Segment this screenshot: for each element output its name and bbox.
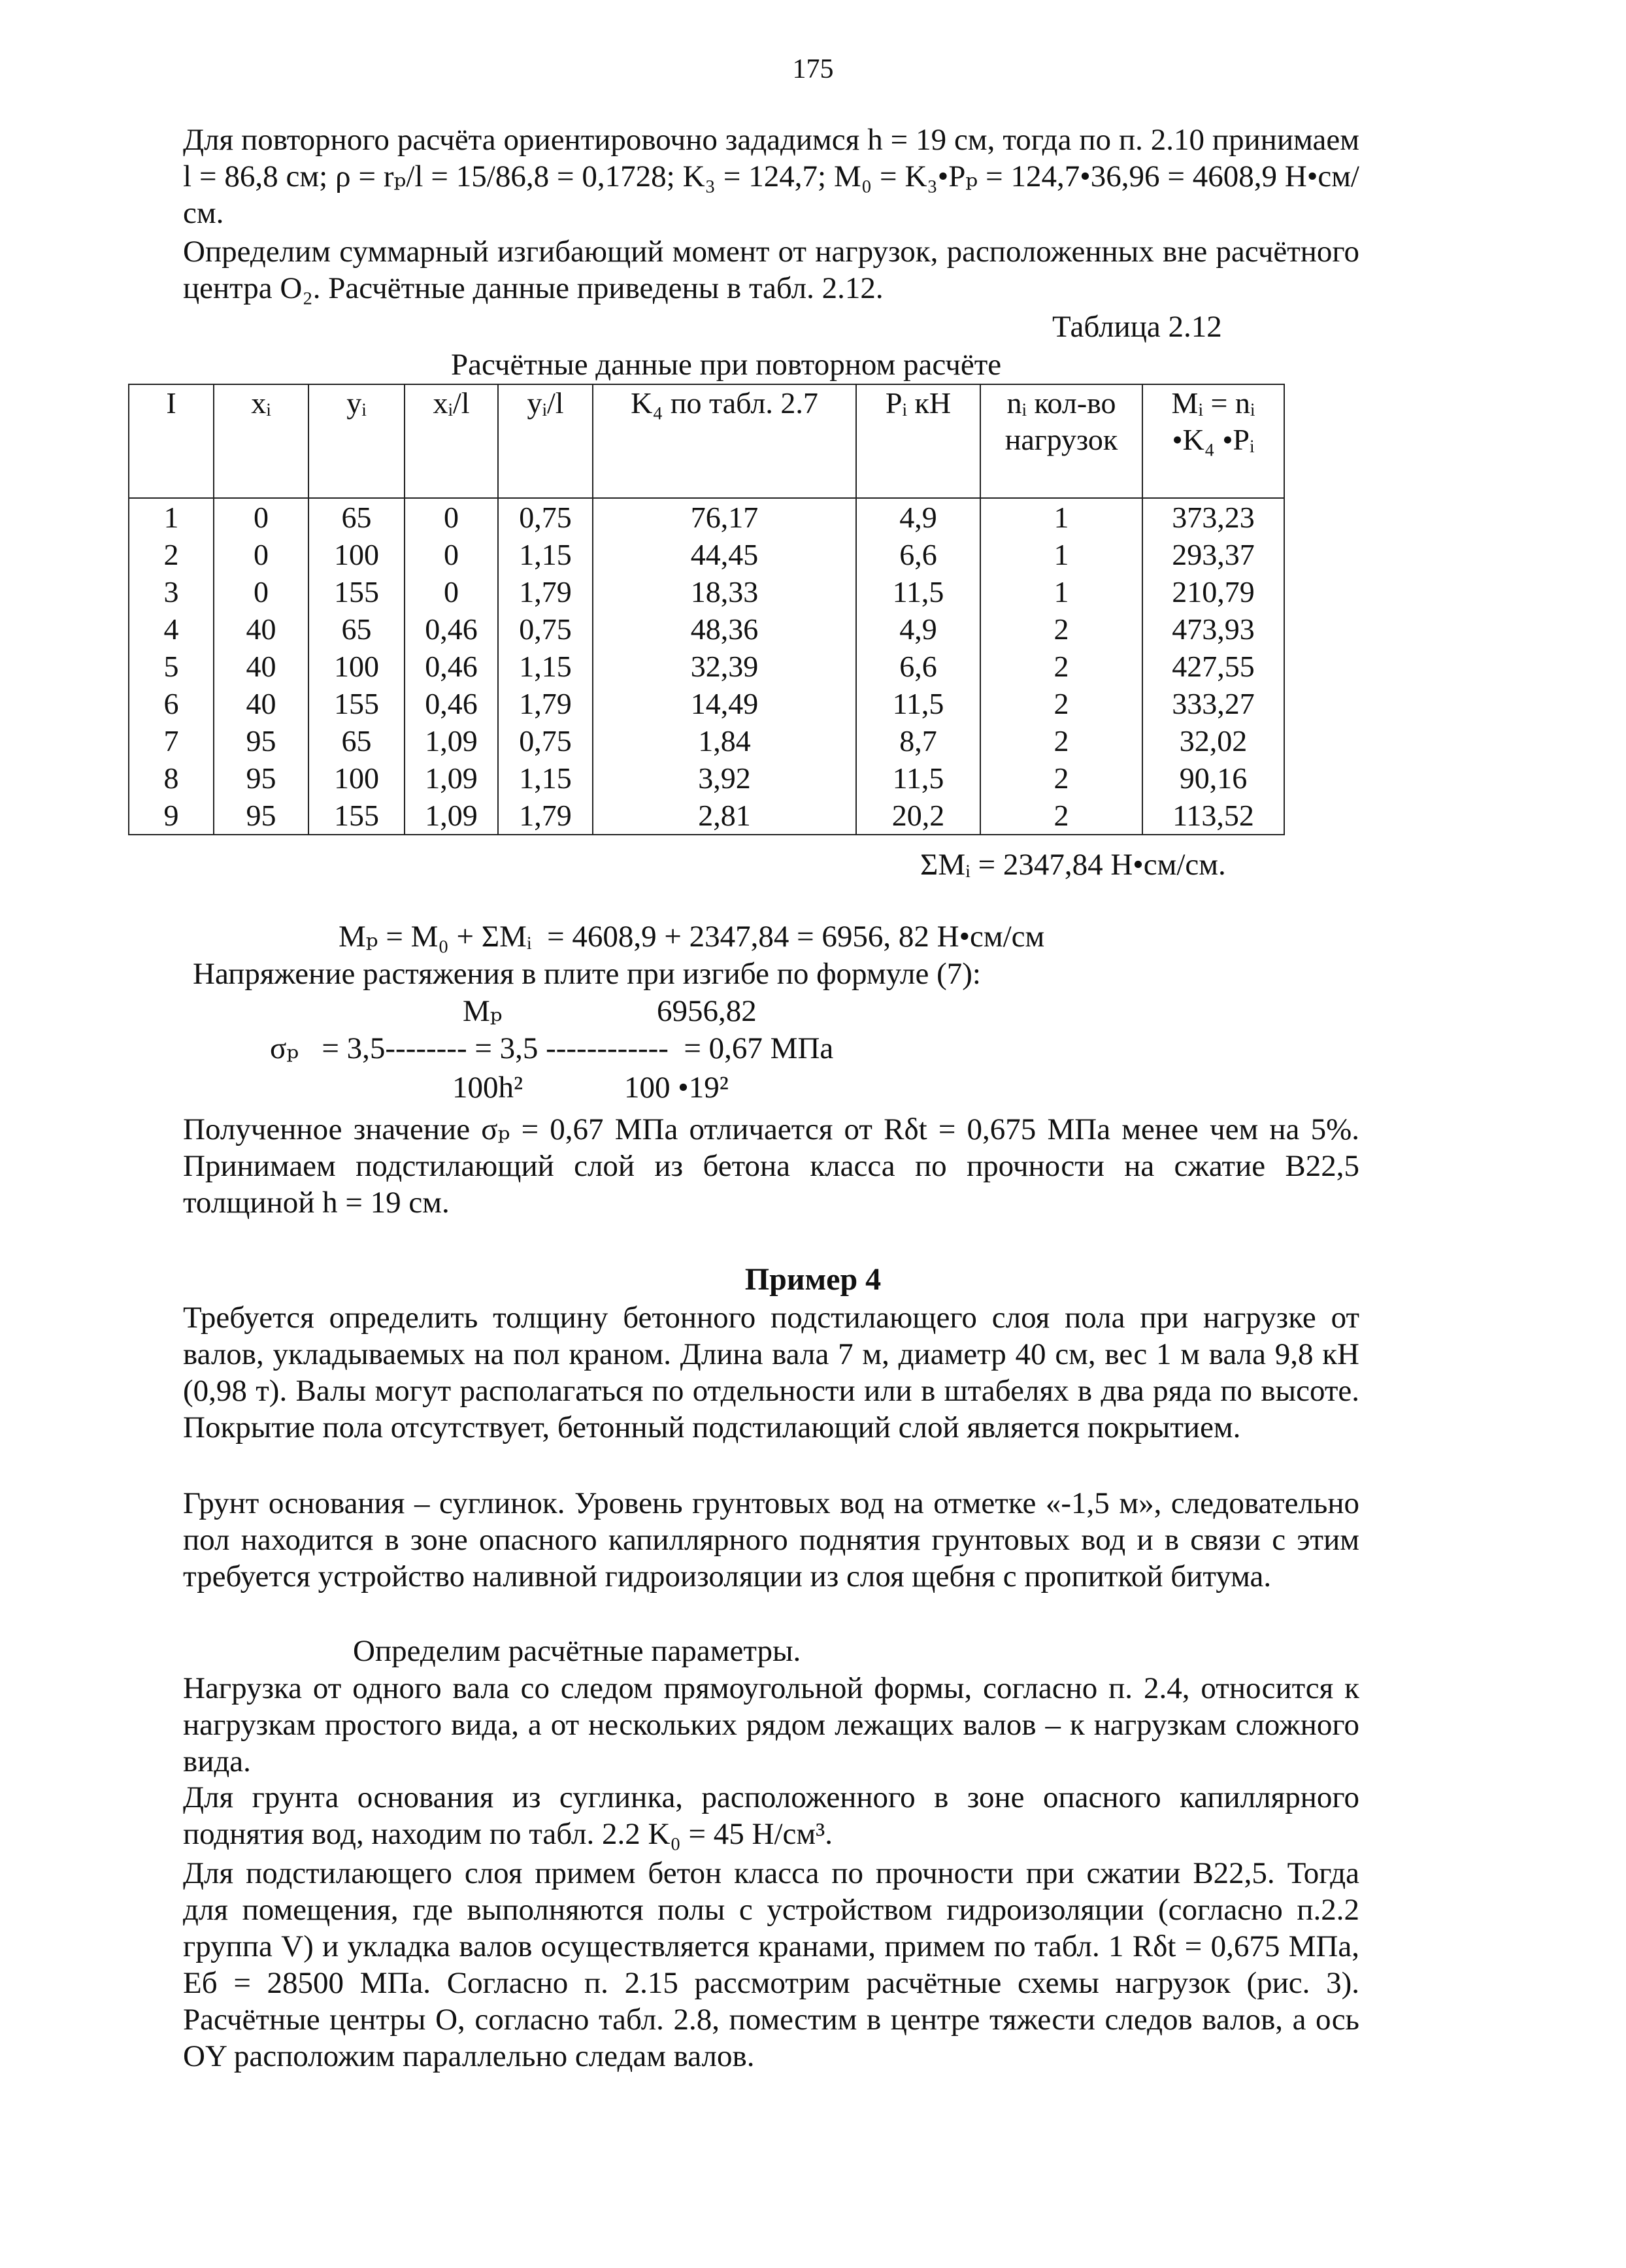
page-number: 175 [792, 54, 834, 84]
table-cell: 1,84 [593, 722, 856, 759]
table-cell: 20,2 [856, 797, 980, 835]
table-cell: 100 [308, 536, 405, 573]
paragraph-recalculation: Для повторного расчёта ориентировочно зададимся h = 19 см, тогда по п. 2.10 принимаем l = 86,8 см; ρ = rₚ/l = 15/86,8 = 0,1728; K₃ = 124,7; M₀ = K₃•Pₚ = 124,7•36,96 = 4608,9 Н•см/см. [183, 123, 1359, 230]
table-cell: 100 [308, 648, 405, 685]
table-row [129, 797, 1284, 835]
formula-denominator-symbol: 100h² [452, 1071, 523, 1105]
table-cell: 0,46 [405, 610, 498, 648]
header-cell: Mᵢ = nᵢ •K₄ •Pᵢ [1142, 384, 1284, 498]
table-cell: 32,39 [593, 648, 856, 685]
table-cell: 0 [405, 573, 498, 610]
table-title: Расчётные данные при повторном расчёте [451, 348, 1002, 382]
table-row [129, 498, 1284, 536]
header-cell: xᵢ [214, 384, 308, 498]
table-cell: 155 [308, 797, 405, 835]
table-cell: 65 [308, 610, 405, 648]
table-row [129, 648, 1284, 685]
table-cell: 4 [129, 610, 214, 648]
table-cell: 7 [129, 722, 214, 759]
header-cell: xᵢ/l [405, 384, 498, 498]
formula-numerator-value: 6956,82 [657, 994, 757, 1028]
table-cell: 373,23 [1142, 498, 1284, 536]
table-cell: 40 [214, 648, 308, 685]
table-cell: 1 [980, 536, 1142, 573]
table-cell: 14,49 [593, 685, 856, 722]
table-cell: 1 [129, 498, 214, 536]
table-cell: 40 [214, 610, 308, 648]
table-cell: 32,02 [1142, 722, 1284, 759]
paragraph-concrete: Для подстилающего слоя примем бетон класса по прочности при сжатии B22,5. Тогда для помещения, где выполняются полы с устройством гидроизоляции (согласно п.2.2 группа V) и укладка валов осуществляется кранами, примем по табл. 1 Rδt = 0,675 МПа, Eб = 28500 МПа. Согласно п. 2.15 рассмотрим расчётные схемы нагрузок (рис. 3). Расчётные центры O, согласно табл. 2.8, поместим в центре тяжести следов валов, а ось OY расположим параллельно следам валов. [183, 1856, 1359, 2073]
formula-main: σₚ = 3,5-------- = 3,5 ------------ = 0,67 МПа [270, 1031, 834, 1065]
table-cell: 0 [214, 498, 308, 536]
table-row [129, 610, 1284, 648]
table-cell: 65 [308, 722, 405, 759]
header-cell: I [129, 384, 214, 498]
table-cell: 155 [308, 573, 405, 610]
paragraph-load-type: Нагрузка от одного вала со следом прямоугольной формы, согласно п. 2.4, относится к нагрузкам простого вида, а от нескольких рядом лежащих валов – к нагрузкам сложного вида. [183, 1671, 1359, 1778]
paragraph-soil-coefficient: Для грунта основания из суглинка, расположенного в зоне опасного капиллярного поднятия вод, находим по табл. 2.2 K₀ = 45 Н/см³. [183, 1780, 1359, 1851]
table-cell: 427,55 [1142, 648, 1284, 685]
table-cell: 18,33 [593, 573, 856, 610]
table-cell: 0,46 [405, 685, 498, 722]
table-row [129, 573, 1284, 610]
table-cell: 155 [308, 685, 405, 722]
table-cell: 473,93 [1142, 610, 1284, 648]
table-cell: 6,6 [856, 536, 980, 573]
table-cell: 2 [980, 648, 1142, 685]
table-cell: 1,79 [498, 685, 593, 722]
table-row [129, 759, 1284, 797]
table-cell: 1 [980, 498, 1142, 536]
table-cell: 4,9 [856, 610, 980, 648]
table-cell: 3,92 [593, 759, 856, 797]
table-cell: 40 [214, 685, 308, 722]
data-table [128, 384, 1285, 835]
table-cell: 333,27 [1142, 685, 1284, 722]
table-cell: 6,6 [856, 648, 980, 685]
example-heading: Пример 4 [744, 1262, 882, 1297]
table-cell: 210,79 [1142, 573, 1284, 610]
table-cell: 2 [980, 759, 1142, 797]
table-cell: 0,75 [498, 498, 593, 536]
table-cell: 2 [980, 685, 1142, 722]
header-cell: nᵢ кол-во нагрузок [980, 384, 1142, 498]
paragraph-task: Требуется определить толщину бетонного подстилающего слоя пола при нагрузке от валов, укладываемых на пол краном. Длина вала 7 м, диаметр 40 см, вес 1 м вала 9,8 кН (0,98 т). Валы могут располагаться по отдельности или в штабелях в два ряда по высоте. Покрытие пола отсутствует, бетонный подстилающий слой является покрытием. [183, 1301, 1359, 1444]
paragraph-moment-intro: Определим суммарный изгибающий момент от нагрузок, расположенных вне расчётного центра O₂. Расчётные данные приведены в табл. 2.12. [183, 235, 1359, 305]
table-cell: 65 [308, 498, 405, 536]
table-cell: 2 [980, 722, 1142, 759]
stress-intro: Напряжение растяжения в плите при изгибе по формуле (7): [193, 957, 981, 991]
table-row [129, 685, 1284, 722]
table-cell: 48,36 [593, 610, 856, 648]
paragraph-result: Полученное значение σₚ = 0,67 МПа отличается от Rδt = 0,675 МПа менее чем на 5%. Принимаем подстилающий слой из бетона класса по прочности на сжатие B22,5 толщиной h = 19 см. [183, 1112, 1359, 1220]
table-label: Таблица 2.12 [1052, 310, 1222, 344]
table-cell: 2 [980, 797, 1142, 835]
header-cell: Pᵢ кН [856, 384, 980, 498]
table-cell: 0 [405, 536, 498, 573]
header-cell: yᵢ/l [498, 384, 593, 498]
table-cell: 0,75 [498, 610, 593, 648]
formula-denominator-value: 100 •19² [624, 1071, 729, 1105]
table-header-row [129, 384, 1284, 498]
table-cell: 2,81 [593, 797, 856, 835]
table-cell: 11,5 [856, 573, 980, 610]
table-cell: 100 [308, 759, 405, 797]
table-cell: 3 [129, 573, 214, 610]
table-cell: 0 [214, 573, 308, 610]
table-cell: 1,09 [405, 797, 498, 835]
table-row [129, 722, 1284, 759]
paragraph-soil: Грунт основания – суглинок. Уровень грунтовых вод на отметке «-1,5 м», следовательно пол находится в зоне опасного капиллярного поднятия грунтовых вод и в связи с этим требуется устройство наливной гидроизоляции из слоя щебня с пропиткой битума. [183, 1486, 1359, 1593]
table-cell: 1,15 [498, 536, 593, 573]
header-cell: K₄ по табл. 2.7 [593, 384, 856, 498]
table-cell: 1,15 [498, 759, 593, 797]
table-cell: 113,52 [1142, 797, 1284, 835]
table-cell: 1,09 [405, 759, 498, 797]
table-cell: 0,46 [405, 648, 498, 685]
table-cell: 11,5 [856, 759, 980, 797]
sum-line: ΣMᵢ = 2347,84 Н•см/см. [920, 848, 1226, 882]
table-row [129, 536, 1284, 573]
table-cell: 1,79 [498, 797, 593, 835]
table-cell: 0,75 [498, 722, 593, 759]
table-cell: 0 [214, 536, 308, 573]
table-cell: 5 [129, 648, 214, 685]
table-cell: 95 [214, 759, 308, 797]
table-cell: 11,5 [856, 685, 980, 722]
table-cell: 1,79 [498, 573, 593, 610]
header-cell: yᵢ [308, 384, 405, 498]
formula-numerator-symbol: Mₚ [463, 994, 503, 1028]
table-cell: 2 [980, 610, 1142, 648]
table-cell: 44,45 [593, 536, 856, 573]
table-cell: 95 [214, 722, 308, 759]
table-cell: 8,7 [856, 722, 980, 759]
table-cell: 2 [129, 536, 214, 573]
table-cell: 95 [214, 797, 308, 835]
table-cell: 6 [129, 685, 214, 722]
table-cell: 4,9 [856, 498, 980, 536]
table-cell: 1 [980, 573, 1142, 610]
table-cell: 0 [405, 498, 498, 536]
table-cell: 293,37 [1142, 536, 1284, 573]
table-cell: 9 [129, 797, 214, 835]
table-cell: 1,15 [498, 648, 593, 685]
table-cell: 90,16 [1142, 759, 1284, 797]
mp-equation: Mₚ = M₀ + ΣMᵢ = 4608,9 + 2347,84 = 6956, 82 Н•см/см [339, 920, 1045, 954]
table-cell: 8 [129, 759, 214, 797]
paragraph-parameters: Определим расчётные параметры. [353, 1634, 801, 1668]
table-cell: 76,17 [593, 498, 856, 536]
table-cell: 1,09 [405, 722, 498, 759]
